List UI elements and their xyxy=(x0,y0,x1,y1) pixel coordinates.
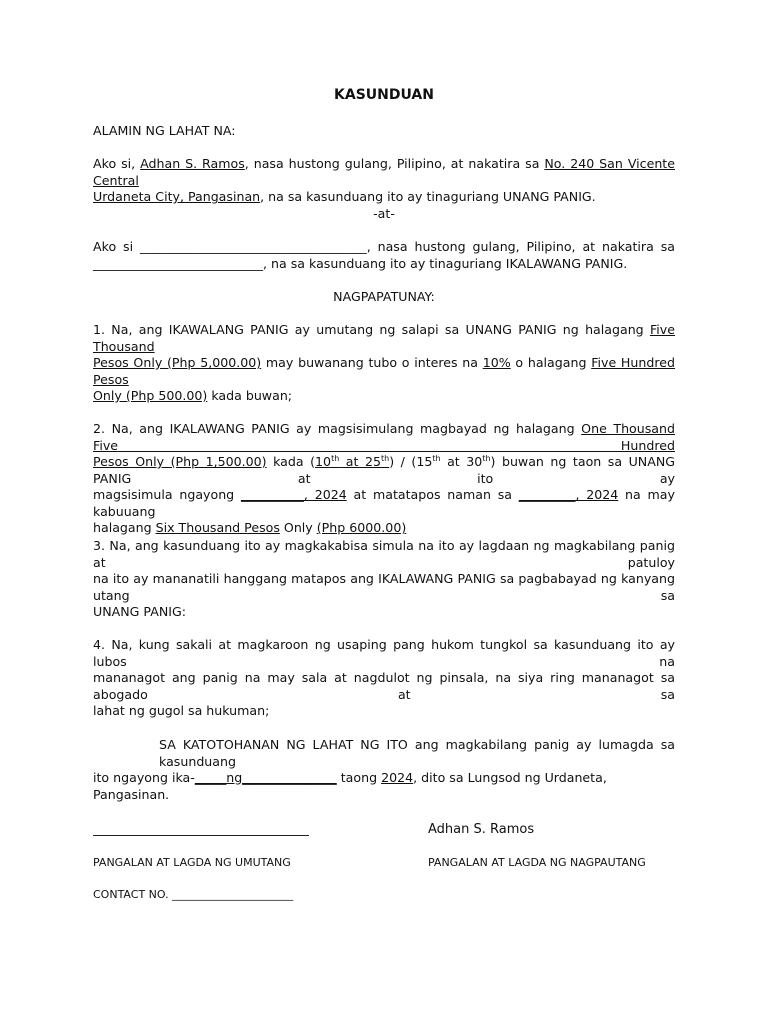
party2-name-blank: ____________________________________ xyxy=(140,239,367,254)
borrower-signature-label: PANGALAN AT LAGDA NG UMUTANG xyxy=(93,856,291,869)
party2-paragraph xyxy=(93,239,675,272)
party1-line2: Urdaneta City, Pangasinan, na sa kasunduang ito ay tinaguriang UNANG PANIG. xyxy=(93,189,596,204)
document-title: KASUNDUAN xyxy=(334,87,434,103)
clause3-paragraph: 3. Na, ang kasunduang ito ay magkakabisa simula na ito ay lagdaan ng magkabilang panig at patuloy na ito ay mananatili hanggang matapos ang IKALAWANG PANIG sa pagbabayad ng kanyang utang sa UNANG PANIG: xyxy=(93,538,675,619)
party1-paragraph xyxy=(93,156,675,206)
at-separator: -at- xyxy=(373,206,395,221)
party1-name: Adhan S. Ramos xyxy=(140,156,245,171)
clause4-paragraph: 4. Na, kung sakali at magkaroon ng usaping pang hukom tungkol sa kasunduang ito ay lubos na mananagot ang panig na may sala at nagdulot ng pinsala, na siya ring mananagot sa abogado at sa lahat ng gugol sa hukuman; xyxy=(93,637,675,718)
party2-address-blank: ___________________________ xyxy=(93,255,264,271)
interest-rate: 10% xyxy=(482,355,511,370)
clause1-paragraph: 1. Na, ang IKAWALANG PANIG ay umutang ng salapi sa UNANG PANIG ng halagang Five Thousand Pesos Only (Php 5,000.00) may buwanang tubo o interes na 10% o halagang Five Hundred Pesos Only (Php 500.00) kada buwan; xyxy=(93,322,676,403)
party2-line1: Ako si ____________________________________, nasa hustong gulang, Pilipino, at nakatira sa xyxy=(93,239,675,254)
party1-line1: Ako si, Adhan S. Ramos, nasa hustong gulang, Pilipino, at nakatira sa No. 240 San Vicente Central xyxy=(93,156,675,188)
signing-date-blank: _____ng_______________ xyxy=(194,770,337,785)
end-date-blank: _________, 2024 xyxy=(518,487,619,502)
signing-year: 2024 xyxy=(381,770,414,785)
nagpapatunay-heading: NAGPAPATUNAY: xyxy=(333,289,435,304)
lender-signature-label: PANGALAN AT LAGDA NG NAGPAUTANG xyxy=(428,856,646,869)
party1-address-part1: No. 240 San Vicente Central xyxy=(93,156,675,188)
borrower-signature-line xyxy=(93,835,309,836)
party2-line2: ___________________________, na sa kasunduang ito ay tinaguriang IKALAWANG PANIG. xyxy=(93,255,628,271)
contact-number-blank: ______________________ xyxy=(172,888,294,901)
closing-paragraph: SA KATOTOHANAN NG LAHAT NG ITO ang magkabilang panig ay lumagda sa kasunduang ito ngayong ika-_____ng_______________ taong 2024, dito sa Lungsod ng Urdaneta, Pangasinan. xyxy=(93,737,675,802)
intro-line: ALAMIN NG LAHAT NA: xyxy=(93,123,236,138)
party1-address-part2: Urdaneta City, Pangasinan xyxy=(93,189,261,204)
start-date-blank: __________, 2024 xyxy=(240,487,347,502)
contact-number-field: CONTACT NO. ______________________ xyxy=(93,888,294,901)
clause2-paragraph: 2. Na, ang IKALAWANG PANIG ay magsisimulang magbayad ng halagang One Thousand Five Hundred Pesos Only (Php 1,500.00) kada (10th at 25th) / (15th at 30th) buwan ng taon sa UNANG PANIG at ito ay magsisimula ngayong __________, 2024 at matatapos naman sa _________, 2024 na may kabuuang halagang Six Thousand Pesos Only (Php 6000.00) xyxy=(93,421,676,535)
lender-name: Adhan S. Ramos xyxy=(428,822,535,837)
